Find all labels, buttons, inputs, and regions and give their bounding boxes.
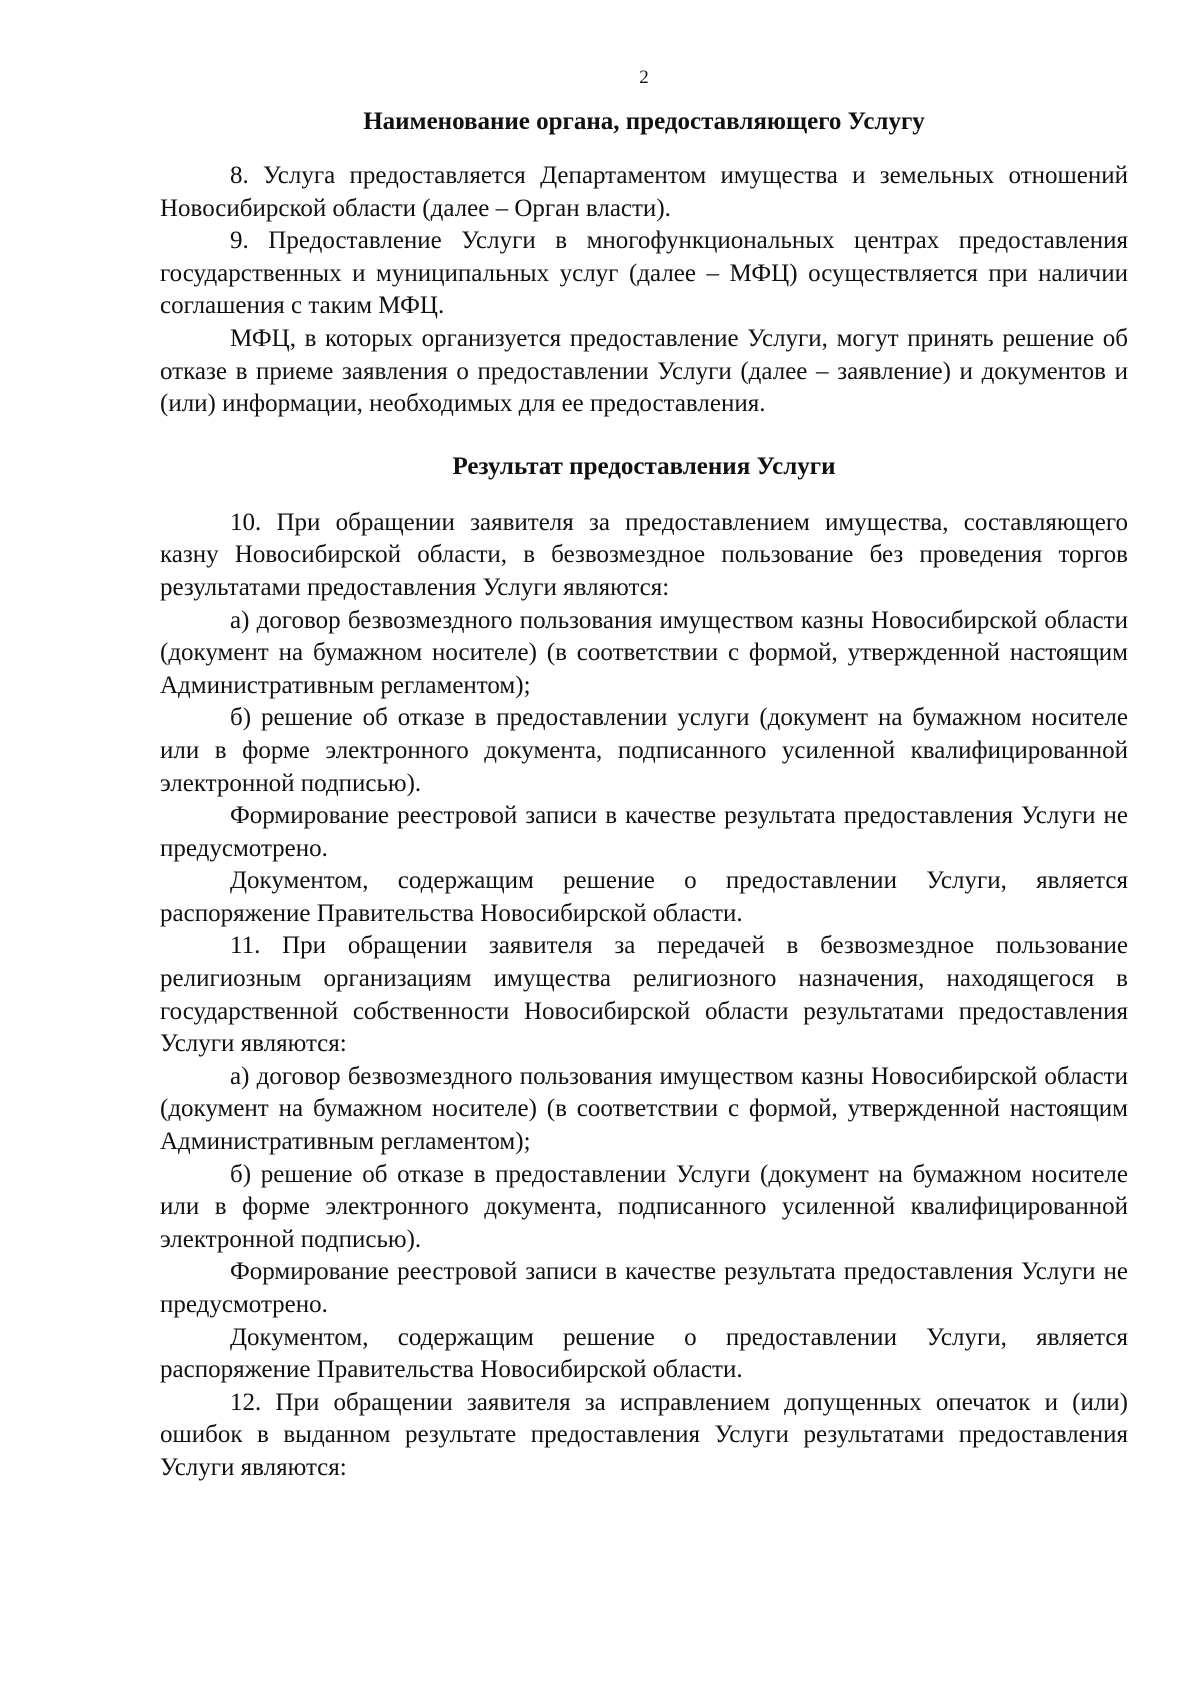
paragraph-12: 12. При обращении заявителя за исправлением допущенных опечаток и (или) ошибок в выданном результате предоставления Услуги результатами предоставления Услуги являются:	[160, 1388, 1128, 1481]
section-heading-result: Результат предоставления Услуги	[452, 452, 836, 480]
paragraph-9: 9. Предоставление Услуги в многофункциональных центрах предоставления государственных и муниципальных услуг (далее – МФЦ) осуществляется при наличии соглашения с таким МФЦ.	[160, 227, 1128, 320]
paragraph-10-b: б) решение об отказе в предоставлении услуги (документ на бумажном носителе или в форме электронного документа, подписанного усиленной квалифицированной электронной подписью).	[160, 704, 1128, 797]
paragraph-11: 11. При обращении заявителя за передачей в безвозмездное пользование религиозным организациям имущества религиозного назначения, находящегося в государственной собственности Новосибирской области результатами предоставления Услуги являются:	[160, 932, 1128, 1058]
paragraph-10-a: а) договор безвозмездного пользования имуществом казны Новосибирской области (документ на бумажном носителе) (в соответствии с формой, утвержденной настоящим Административным регламентом);	[160, 606, 1128, 699]
paragraph-11-registry: Формирование реестровой записи в качестве результата предоставления Услуги не предусмотрено.	[160, 1258, 1128, 1318]
page-number: 2	[639, 67, 649, 88]
paragraph-11-b: б) решение об отказе в предоставлении Услуги (документ на бумажном носителе или в форме электронного документа, подписанного усиленной квалифицированной электронной подписью).	[160, 1160, 1128, 1253]
paragraph-mfc: МФЦ, в которых организуется предоставление Услуги, могут принять решение об отказе в приеме заявления о предоставлении Услуги (далее – заявление) и документов и (или) информации, необходимых для ее предоставления.	[160, 324, 1128, 418]
paragraph-10-decision: Документом, содержащим решение о предоставлении Услуги, является распоряжение Правительства Новосибирской области.	[160, 867, 1128, 927]
paragraph-10: 10. При обращении заявителя за предоставлением имущества, составляющего казну Новосибирской области, в безвозмездное пользование без проведения торгов результатами предоставления Услуги являются:	[160, 508, 1128, 601]
paragraph-11-a: а) договор безвозмездного пользования имуществом казны Новосибирской области (документ на бумажном носителе) (в соответствии с формой, утвержденной настоящим Административным регламентом);	[160, 1062, 1128, 1156]
section-heading-authority: Наименование органа, предоставляющего Услугу	[363, 108, 925, 135]
paragraph-8: 8. Услуга предоставляется Департаментом имущества и земельных отношений Новосибирской области (далее – Орган власти).	[160, 162, 1128, 222]
paragraph-10-registry: Формирование реестровой записи в качестве результата предоставления Услуги не предусмотрено.	[160, 802, 1128, 862]
paragraph-11-decision: Документом, содержащим решение о предоставлении Услуги, является распоряжение Правительства Новосибирской области.	[160, 1323, 1128, 1384]
